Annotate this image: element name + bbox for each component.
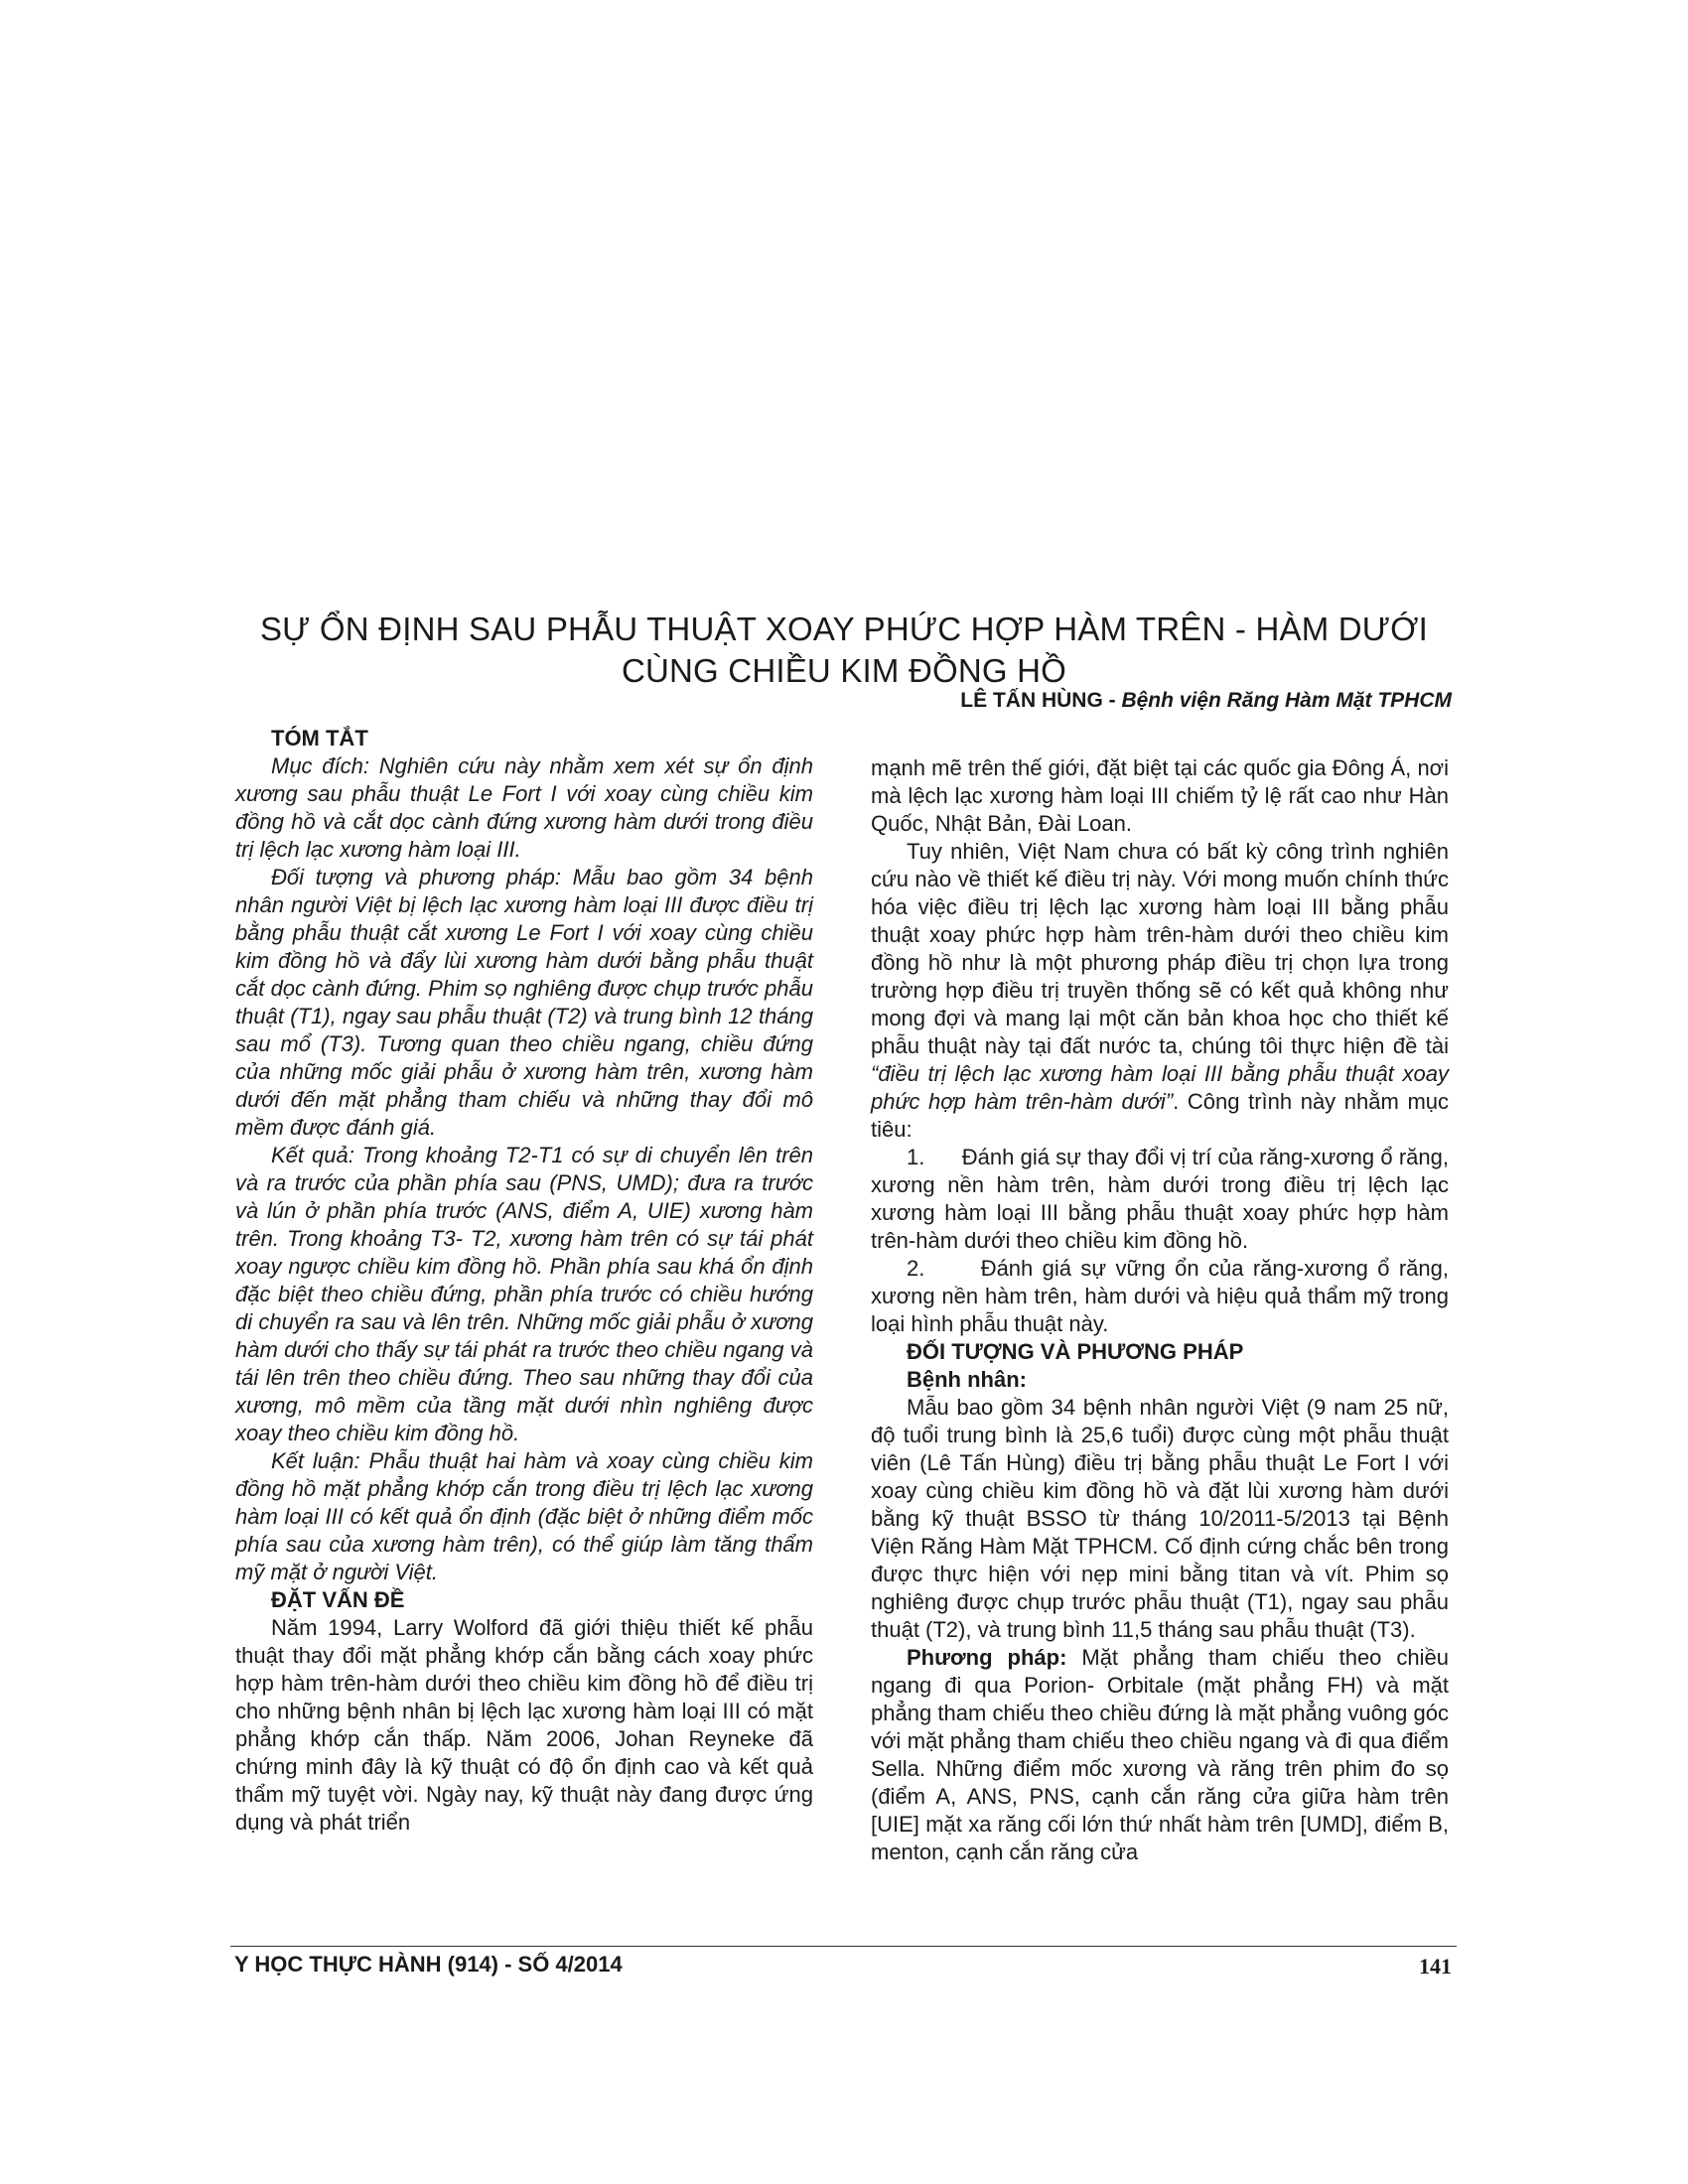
patients-paragraph: Mẫu bao gồm 34 bệnh nhân người Việt (9 nam 25 nữ, độ tuổi trung bình là 25,6 tuổi) được cùng một phẫu thuật viên (Lê Tấn Hùng) điều trị bằng phẫu thuật Le Fort I với xoay cùng chiều kim đồng hồ và đặt lùi xương hàm dưới bằng kỹ thuật BSSO từ tháng 10/2011-5/2013 tại Bệnh Viện Răng Hàm Mặt TPHCM. Cố định cứng chắc bên trong được thực hiện với nẹp mini bằng titan và vít. Phim sọ nghiêng được chụp trước phẫu thuật (T1), ngay sau phẫu thuật (T2), và trung bình 11,5 tháng sau phẫu thuật (T3). [871, 1395, 1449, 1642]
objective-2 [871, 1255, 1449, 1338]
patients-heading: Bệnh nhân: [907, 1367, 1027, 1392]
intro-paragraph-2 [871, 838, 1449, 1144]
method-paragraph [871, 1644, 1449, 1866]
intro-p2-quote: “điều trị lệch lạc xương hàm loại III bằng phẫu thuật xoay phức hợp hàm trên-hàm dưới” [871, 1061, 1449, 1114]
author-name: LÊ TẤN HÙNG [960, 689, 1103, 712]
title-line-2: CÙNG CHIỀU KIM ĐỒNG HỒ [621, 652, 1067, 689]
objective-2-text: Đánh giá sự vững ổn của răng-xương ổ răng, xương nền hàm trên, hàm dưới và hiệu quả thẩm mỹ trong loại hình phẫu thuật này. [871, 1256, 1449, 1336]
intro-heading: ĐẶT VẤN ĐỀ [271, 1587, 405, 1612]
objective-2-num: 2. [907, 1256, 925, 1281]
objective-1 [871, 1144, 1449, 1255]
footer-rule [230, 1946, 1457, 1947]
objective-1-text: Đánh giá sự thay đổi vị trí của răng-xương ổ răng, xương nền hàm trên, hàm dưới trong điều trị lệch lạc xương hàm loại III bằng phẫu thuật xoay phức hợp hàm trên-hàm dưới theo chiều kim đồng hồ. [871, 1145, 1449, 1253]
right-column [871, 754, 1449, 1866]
methods-heading: ĐỐI TƯỢNG VÀ PHƯƠNG PHÁP [907, 1339, 1244, 1364]
abstract-methods: Đối tượng và phương pháp: Mẫu bao gồm 34 bệnh nhân người Việt bị lệch lạc xương hàm loại III được điều trị bằng phẫu thuật cắt xương Le Fort I với xoay cùng chiều kim đồng hồ và đẩy lùi xương hàm dưới bằng phẫu thuật cắt dọc cành đứng. Phim sọ nghiêng được chụp trước phẫu thuật (T1), ngay sau phẫu thuật (T2) và trung bình 12 tháng sau mổ (T3). Tương quan theo chiều ngang, chiều đứng của những mốc giải phẫu ở xương hàm trên, xương hàm dưới đến mặt phẳng tham chiếu và những thay đổi mô mềm được đánh giá. [235, 865, 813, 1140]
intro-p2-text: Tuy nhiên, Việt Nam chưa có bất kỳ công trình nghiên cứu nào về thiết kế điều trị này. Với mong muốn chính thức hóa việc điều trị lệch lạc xương hàm loại III bằng phẫu thuật xoay phức hợp hàm trên-hàm dưới theo chiều kim đồng hồ như là một phương pháp điều trị chọn lựa trong trường hợp điều trị truyền thống sẽ có kết quả không như mong đợi và mang lại một căn bản khoa học cho thiết kế phẫu thuật này tại đất nước ta, chúng tôi thực hiện đề tài [871, 839, 1449, 1058]
left-column [235, 725, 813, 1837]
intro-paragraph-1-cont: mạnh mẽ trên thế giới, đặt biệt tại các quốc gia Đông Á, nơi mà lệch lạc xương hàm loại III chiếm tỷ lệ rất cao như Hàn Quốc, Nhật Bản, Đài Loan. [871, 755, 1449, 836]
title-line-1: SỰ ỔN ĐỊNH SAU PHẪU THUẬT XOAY PHỨC HỢP HÀM TRÊN - HÀM DƯỚI [259, 611, 1429, 647]
author-separator: - [1102, 689, 1122, 712]
page-number: 141 [1419, 1954, 1452, 1979]
method-text: Mặt phẳng tham chiếu theo chiều ngang đi qua Porion- Orbitale (mặt phẳng FH) và mặt phẳng tham chiếu theo chiều đứng là mặt phẳng vuông góc với mặt phẳng tham chiếu theo chiều ngang và đi qua điểm Sella. Những điểm mốc xương và răng trên phim đo sọ (điểm A, ANS, PNS, cạnh cắn răng cửa giữa hàm trên [UIE] mặt xa răng cối lớn thứ nhất hàm trên [UMD], điểm B, menton, cạnh cắn răng cửa [871, 1645, 1449, 1864]
method-label: Phương pháp: [907, 1645, 1067, 1670]
author-line [874, 689, 1452, 713]
intro-paragraph-1: Năm 1994, Larry Wolford đã giới thiệu thiết kế phẫu thuật thay đổi mặt phẳng khớp cắn bằng cách xoay phức hợp hàm trên-hàm dưới theo chiều kim đồng hồ để điều trị cho những bệnh nhân bị lệch lạc xương hàm loại III có mặt phẳng khớp cắn thấp. Năm 2006, Johan Reyneke đã chứng minh đây là kỹ thuật có độ ổn định cao và kết quả thẩm mỹ tuyệt vời. Ngày nay, kỹ thuật này đang được ứng dụng và phát triển [235, 1615, 813, 1835]
footer-journal: Y HỌC THỰC HÀNH (914) - SỐ 4/2014 [234, 1952, 623, 1977]
intro-p2-end: . Công trình này nhằm mục tiêu: [871, 1089, 1450, 1142]
abstract-conclusion: Kết luận: Phẫu thuật hai hàm và xoay cùng chiều kim đồng hồ mặt phẳng khớp cắn trong điều trị lệch lạc xương hàm loại III có kết quả ổn định (đặc biệt ở những điểm mốc phía sau của xương hàm trên), có thể giúp làm tăng thẩm mỹ mặt ở người Việt. [235, 1448, 813, 1584]
abstract-heading: TÓM TẮT [271, 726, 368, 751]
author-affiliation: Bệnh viện Răng Hàm Mặt TPHCM [1121, 689, 1452, 712]
article-title [199, 609, 1489, 692]
abstract-results: Kết quả: Trong khoảng T2-T1 có sự di chuyển lên trên và ra trước của phần phía sau (PNS, UMD); đưa ra trước và lún ở phần phía trước (ANS, điểm A, UIE) xương hàm trên. Trong khoảng T3- T2, xương hàm trên có sự tái phát xoay ngược chiều kim đồng hồ. Phần phía sau khá ổn định đặc biệt theo chiều đứng, phần phía trước có chiều hướng di chuyển ra sau và lên trên. Những mốc giải phẫu ở xương hàm dưới cho thấy sự tái phát ra trước theo chiều ngang và tái lên trên theo chiều đứng. Theo sau những thay đổi của xương, mô mềm của tầng mặt dưới nhìn nghiêng được xoay theo chiều kim đồng hồ. [235, 1143, 813, 1445]
objective-1-num: 1. [907, 1145, 925, 1169]
abstract-purpose: Mục đích: Nghiên cứu này nhằm xem xét sự ổn định xương sau phẫu thuật Le Fort I với xoay cùng chiều kim đồng hồ và cắt dọc cành đứng xương hàm dưới trong điều trị lệch lạc xương hàm loại III. [235, 753, 813, 862]
